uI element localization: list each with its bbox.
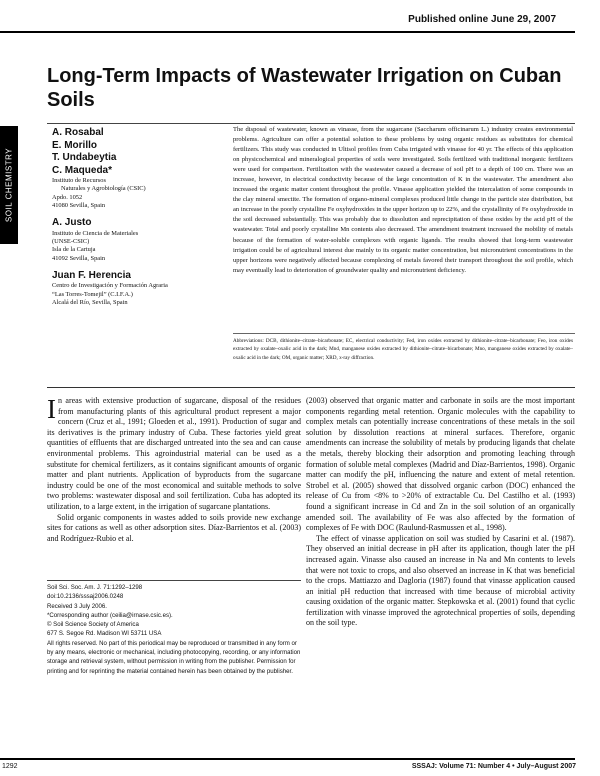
footnotes (47, 583, 301, 676)
footnote-line: 677 S. Segoe Rd. Madison WI 53711 USA (47, 630, 162, 638)
article-title: Long-Term Impacts of Wastewater Irrigation on Cuban Soils (47, 65, 562, 111)
copyright-notice: All rights reserved. No part of this periodical may be reproduced or transmitted in any form or by any means, electronic or mechanical, including photocopying, recording, or any information storage and retrieval system, without permission in writing from the publisher. Permission for printing and for reprinting the material contained herein has been obtained by the publisher. (47, 639, 301, 675)
affiliation-line: Instituto de Ciencia de Materiales (52, 229, 139, 237)
top-rule (0, 31, 575, 33)
footnote-line: Soil Sci. Soc. Am. J. 71:1292–1298 (47, 584, 143, 591)
published-date: Published online June 29, 2007 (408, 14, 556, 25)
affiliation-line: Isla de la Cartuja (52, 246, 96, 254)
author-name: T. Undabeytia (52, 152, 117, 163)
author-name: E. Morillo (52, 139, 97, 151)
abstract-divider (233, 333, 575, 334)
author-group (52, 127, 227, 210)
paragraph-text: n areas with extensive production of sugarcane, disposal of the residues from manufacturing plants of this agricultural product represent a major concern (Cruz et al., 1991; Gloeden et al., 1991). Production of sugar and its derivatives is the primary industry of Cuba. These factories yield great quantities of effluents that are discharged untreated into the sea and can cause environmental problems. This agroindustrial material can be used as a substitute for chemical fertilizers, as it contains significant amounts of organic matter and plant nutrients. Application of byproducts from the sugarcane industry could be one of the most economical and suitable methods to solve two problems: wastewater disposal and soil fertilization. Cuba has adopted its utilization, to a large extent, in the irrigation of sugarcane plantations. (47, 396, 301, 511)
author-name: Juan F. Herencia (52, 269, 131, 281)
body-column-right (306, 396, 575, 629)
journal-citation: SSSAJ: Volume 71: Number 4 • July–August 2007 (411, 763, 576, 770)
affiliation-line: Alcalá del Río, Sevilla, Spain (52, 298, 128, 306)
affiliation-line: 41080 Sevilla, Spain (52, 201, 106, 209)
body-paragraph: The effect of vinasse application on soil was studied by Casarini et al. (1987). They observed an initial decrease in pH after its application, though later the pH increased again. Vinasse also caused an increase in Na and Mn contents to levels that were not toxic to crops, and also observed an increase in K that was beneficial to the crops. Mattiazzo and Dagloria (1987) found that vinasse application caused an initial pH reduction that increased with time because of microbial activity causing oxidation of the organic matter. Stepkowska et al. (2001) found that cyclic fertilization with vinasse improved the agrotechnical properties of soils, depending on the soil type. (306, 533, 575, 628)
drop-cap: I (47, 394, 56, 424)
footnote-line: © Soil Science Society of America (47, 621, 139, 629)
affiliation-line: (UNSE-CSIC) (52, 237, 90, 245)
affiliation-line: “Las Torres-Tomejil” (C.I.F.A.) (52, 290, 133, 298)
footnote-divider (47, 580, 301, 581)
author-name: A. Rosabal (52, 127, 104, 138)
author-name: C. Maqueda* (52, 164, 113, 176)
author-group (52, 217, 227, 263)
body-paragraph: (2003) observed that organic matter and carbonate in soils are the most important components regarding metal retention. Organic molecules with the capability to complex metals can potentially increase concentrations of these metals in the soil solution by dissolution reactions at mineral surfaces. Therefore, organic amendments can increase the solubility of metals by producing ligands that chelate the metals, thereby blocking their adsorption and promoting leaching through formation of soluble metal complexes (Madrid and Díaz-Barrientos, 1998). Organic matter can modify the pH, influencing the nature and extent of metal retention. Strobel et al. (2005) showed that dissolved organic carbon (DOC) enhanced the release of Cu from <8% to >20% of extractable Cu. Del Castilho et al. (1993) found a significant increase in Cd and Zn in the soil solution of an organically amended soil. The availability of Fe was also affected by the formation of complexes of Fe with DOC (Raulund-Rasmussen et al., 1998). (306, 396, 575, 533)
footnote-line: doi:10.2136/sssaj2006.0248 (47, 593, 124, 601)
author-group (52, 270, 227, 307)
author-name: A. Justo (52, 217, 92, 229)
footnote-line: *Corresponding author (ceilia@irnase.csic.es). (47, 611, 173, 619)
title-divider (47, 123, 575, 124)
affiliation-line: Instituto de Recursos (52, 177, 106, 184)
section-sidebar (0, 126, 18, 244)
author-block (52, 127, 227, 314)
body-column-left (47, 396, 301, 544)
abstract: The disposal of wastewater, known as vinasse, from the sugarcane (Saccharum officinarum L.) industry creates environmental problems. Agriculture can offer a potential solution to these problems by using organic residues as substitutes for chemical fertilizers. This study was conducted in Ultisol profiles from Cuba irrigated with vinasse for 40 yr. The effects of this application on physicochemical and mineralogical properties of soils were investigated. Soils fertilized with traditional inorganic fertilizers were used for comparison. Fertilization with the wastewater caused a decrease of soil pH to a depth of 100 cm. There was an increase, however, in electrical conductivity because of the large concentration of K in the wastewater. The amendment also increased the organic matter content throughout the profile. Vinasse application yielded the intercalation of some compounds in the clay mineral smectite. The formation of organo-mineral complexes produced little change in the particle size distribution, but an increase in the poorly crystalline Fe oxyhydroxides in the upper horizon up to 22%, and the crystallinity of Fe oxyhydroxide in the soil decreased substantially. This was probably due to dissolution and reprecipitation of these oxides by the acid pH of the wastewater. Total and poorly crystalline Mn contents also decreased. The amendment treatment increased the mobility of metals because of the formation of water-soluble complexes with organic ligands. The results showed that long-term wastewater irrigation could be of agricultural interest due mainly to its organic matter concentration, but micronutrient concentrations in the upper horizons were negatively affected because complexing of metals favored their transport throughout the soil profile, which may eventually lead to deterioration of groundwater quality and micronutrient deficiency. (233, 126, 573, 274)
body-paragraph: Solid organic components in wastes added to soils provide new exchange sites for cations as well as other adsorption sites. Díaz-Barrientos et al. (2003) and Rodríguez-Rubio et al. (47, 512, 301, 543)
affiliation-line: Centro de Investigación y Formación Agraria (52, 282, 168, 290)
affiliation-line: Apdo. 1052 (52, 193, 83, 201)
footnote-line: Received 3 July 2006. (47, 602, 107, 610)
section-label: SOIL CHEMISTRY (4, 147, 14, 223)
affiliation-line: Naturales y Agrobiología (CSIC) (61, 185, 146, 193)
body-paragraph (47, 396, 301, 513)
page-number: 1292 (2, 763, 18, 770)
header-divider (47, 387, 575, 388)
affiliation-line: 41092 Sevilla, Spain (52, 254, 106, 262)
bottom-rule (0, 758, 575, 760)
abbreviations: Abbreviations: DCB, dithionite–citrate–bicarbonate; EC, electrical conductivity; Fed, iron oxides extracted by dithionite–citrate–bicarbonate; Feo, iron oxides extracted by oxalate–oxalic acid in the dark; Mnd, manganese oxides extracted by dithionite–citrate–bicarbonate; Mno, manganese oxides extracted by oxalate–oxalic acid in the dark; OM, organic matter; XRD, x-ray diffraction. (233, 338, 573, 361)
